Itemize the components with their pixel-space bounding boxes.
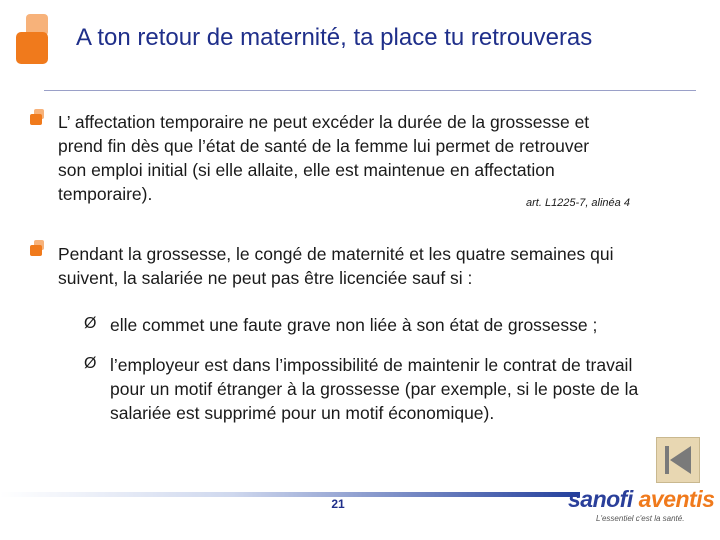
paragraph-line: suivent, la salariée ne peut pas être licenciée sauf si : <box>58 268 473 288</box>
title-logo-icon <box>14 14 56 66</box>
arrow-bullet-icon: Ø <box>84 355 97 372</box>
sub-item-2 <box>110 353 638 425</box>
legal-reference: art. L1225-7, alinéa 4 <box>526 197 630 209</box>
sub-item-line: pour un motif étranger à la grossesse (par exemple, si le poste de la <box>110 379 639 399</box>
paragraph-line: temporaire). <box>58 184 153 204</box>
paragraph-1 <box>58 110 589 206</box>
paragraph-2 <box>58 242 613 290</box>
first-slide-button[interactable] <box>656 437 700 483</box>
footer-bar <box>0 492 580 497</box>
sub-item-1 <box>110 313 597 337</box>
brand-logo <box>568 486 714 523</box>
brand-name-2: aventis <box>638 486 715 512</box>
arrow-bullet-icon: Ø <box>84 315 97 332</box>
bullet-icon <box>30 109 46 125</box>
paragraph-line: Pendant la grossesse, le congé de maternité et les quatre semaines qui <box>58 244 614 264</box>
title-divider <box>44 90 696 91</box>
paragraph-line: L’ affectation temporaire ne peut excéder la durée de la grossesse et <box>58 112 590 132</box>
sub-item-line: salariée est supprimé pour un motif économique). <box>110 403 495 423</box>
first-slide-icon <box>657 438 699 482</box>
brand-tagline: L'essentiel c'est la santé. <box>596 514 685 523</box>
sub-item-line: elle commet une faute grave non liée à son état de grossesse ; <box>110 315 598 335</box>
brand-name-1: sanofi <box>568 486 633 512</box>
page-number: 21 <box>331 497 345 511</box>
paragraph-line: prend fin dès que l’état de santé de la femme lui permet de retrouver <box>58 136 590 156</box>
page-title: A ton retour de maternité, ta place tu retrouveras <box>76 24 593 51</box>
bullet-icon <box>30 240 46 256</box>
sub-item-line: l’employeur est dans l’impossibilité de maintenir le contrat de travail <box>110 355 633 375</box>
paragraph-line: son emploi initial (si elle allaite, elle est maintenue en affectation <box>58 160 555 180</box>
